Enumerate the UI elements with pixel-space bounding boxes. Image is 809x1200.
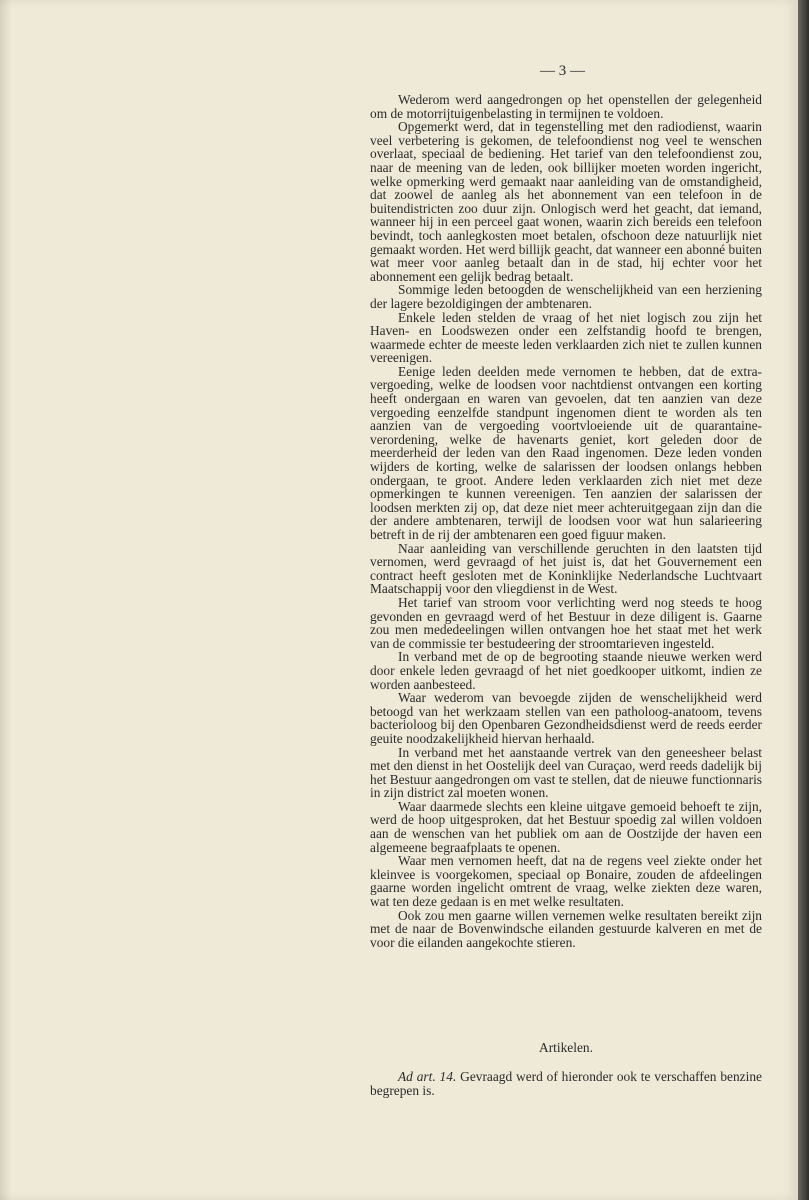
paragraph: Waar men vernomen heeft, dat na de regens veel ziekte onder het kleinvee is voorgekomen, speciaal op Bonaire, zouden de afdeelingen gaarne worden ingelicht omtrent de vraag, welke ziekten deze waren, wat ten deze gedaan is en met welke resultaten. xyxy=(370,853,762,910)
paragraph: Sommige leden betoogden de wenschelijkheid van een herziening der lagere bezoldigingen der ambtenaren. xyxy=(370,282,762,311)
paragraph: Eenige leden deelden mede vernomen te hebben, dat de extra-vergoeding, welke de loodsen voor nachtdienst ontvangen een korting heeft ondergaan en waren van gevoelen, dat ten aanzien van deze vergoeding eenzelfde standpunt ingenomen dient te worden als ten aanzien van de vergoeding voortvloeiende uit de quarantaine-verordening, welke de havenarts geniet, kort geleden door de meerderheid der leden van den Raad ingenomen. Deze leden vonden wijders de korting, welke de salarissen der loodsen onlangs hebben ondergaan, te groot. Andere leden verklaarden zich niet met deze opmerkingen te kunnen vereenigen. Ten aanzien der salarissen der loodsen merkten zij op, dat deze niet meer achteruitgegaan zijn dan die der andere ambtenaren, terwijl de loodsen voor wat hun salarieering betreft in de rij der ambtenaren een goed figuur maken. xyxy=(370,363,762,542)
page-edge xyxy=(798,0,809,1200)
article-reference: Ad art. 14. xyxy=(398,1069,457,1084)
body-text-column xyxy=(370,93,762,949)
article-note xyxy=(370,1070,762,1097)
paragraph: Waar wederom van bevoegde zijden de wenschelijkheid werd betoogd van het werkzaam stellen van een patholoog-anatoom, tevens bacterioloog bij den Openbaren Gezondheidsdienst werd de reeds eerder geuite noodzakelijkheid hiervan herhaald. xyxy=(370,690,762,746)
page-number: — 3 — xyxy=(540,63,585,79)
article-paragraph xyxy=(370,1070,762,1097)
page-fold-shadow xyxy=(0,0,12,1200)
paragraph: Wederom werd aangedrongen op het openstellen der gelegenheid om de motorrijtuigenbelasting in termijnen te voldoen. xyxy=(370,92,762,121)
paragraph: In verband met de op de begrooting staande nieuwe werken werd door enkele leden gevraagd of het niet goedkooper uitkomt, indien ze worden aanbesteed. xyxy=(370,649,762,692)
paragraph: Waar daarmede slechts een kleine uitgave gemoeid behoeft te zijn, werd de hoop uitgesproken, dat het Bestuur spoedig zal willen voldoen aan de wenschen van het publiek om aan de Oostzijde der haven een algemeene begraafplaats te openen. xyxy=(370,798,762,855)
paragraph: Naar aanleiding van verschillende geruchten in den laatsten tijd vernomen, werd gevraagd of het juist is, dat het Gouvernement een contract heeft gesloten met de Koninklijke Nederlandsche Luchtvaart Maatschappij voor den vliegdienst in de West. xyxy=(370,540,762,597)
section-heading: Artikelen. xyxy=(539,1040,593,1055)
paragraph: Opgemerkt werd, dat in tegenstelling met den radiodienst, waarin veel verbetering is gekomen, de telefoondienst nog veel te wenschen overlaat, speciaal de bediening. Het tarief van den telefoondienst zou, naar de meening van de leden, ook billijker moeten worden ingericht, welke opmerking werd gemaakt naar aanleiding van de omstandigheid, dat zoowel de aanleg als het abonnement van een telefoon in de buitendistricten zoo duur zijn. Onlogisch werd het geacht, dat iemand, wanneer hij in een perceel gaat wonen, waarin zich bereids een telefoon bevindt, toch aanlegkosten moet betalen, ofschoon deze natuurlijk niet gemaakt worden. Het werd billijk geacht, dat wanneer een abonné buiten wat meer voor aanleg betaalt dan in de stad, hij echter voor het abonnement een gelijk bedrag betaalt. xyxy=(370,119,762,284)
paragraph: In verband met het aanstaande vertrek van den geneesheer belast met den dienst in het Oostelijk deel van Curaçao, werd reeds dadelijk bij het Bestuur aangedrongen om vast te stellen, dat de nieuwe functionnaris in zijn district zal moeten wonen. xyxy=(370,744,762,801)
paragraph: Enkele leden stelden de vraag of het niet logisch zou zijn het Haven- en Loodswezen onder een zelfstandig hoofd te brengen, waarmede echter de meeste leden verklaarden zich niet te zullen kunnen vereenigen. xyxy=(370,309,762,366)
article-text: Gevraagd werd of hieronder ook te verschaffen benzine begrepen is. xyxy=(370,1069,762,1098)
paragraph: Ook zou men gaarne willen vernemen welke resultaten bereikt zijn met de naar de Bovenwindsche eilanden gestuurde kalveren en met de voor die eilanden aangekochte stieren. xyxy=(370,907,762,950)
paragraph: Het tarief van stroom voor verlichting werd nog steeds te hoog gevonden en gevraagd werd of het Bestuur in deze diligent is. Gaarne zou men mededeelingen willen ontvangen hoe het staat met het werk van de commissie ter bestudeering der stroomtarieven ingesteld. xyxy=(370,594,762,651)
